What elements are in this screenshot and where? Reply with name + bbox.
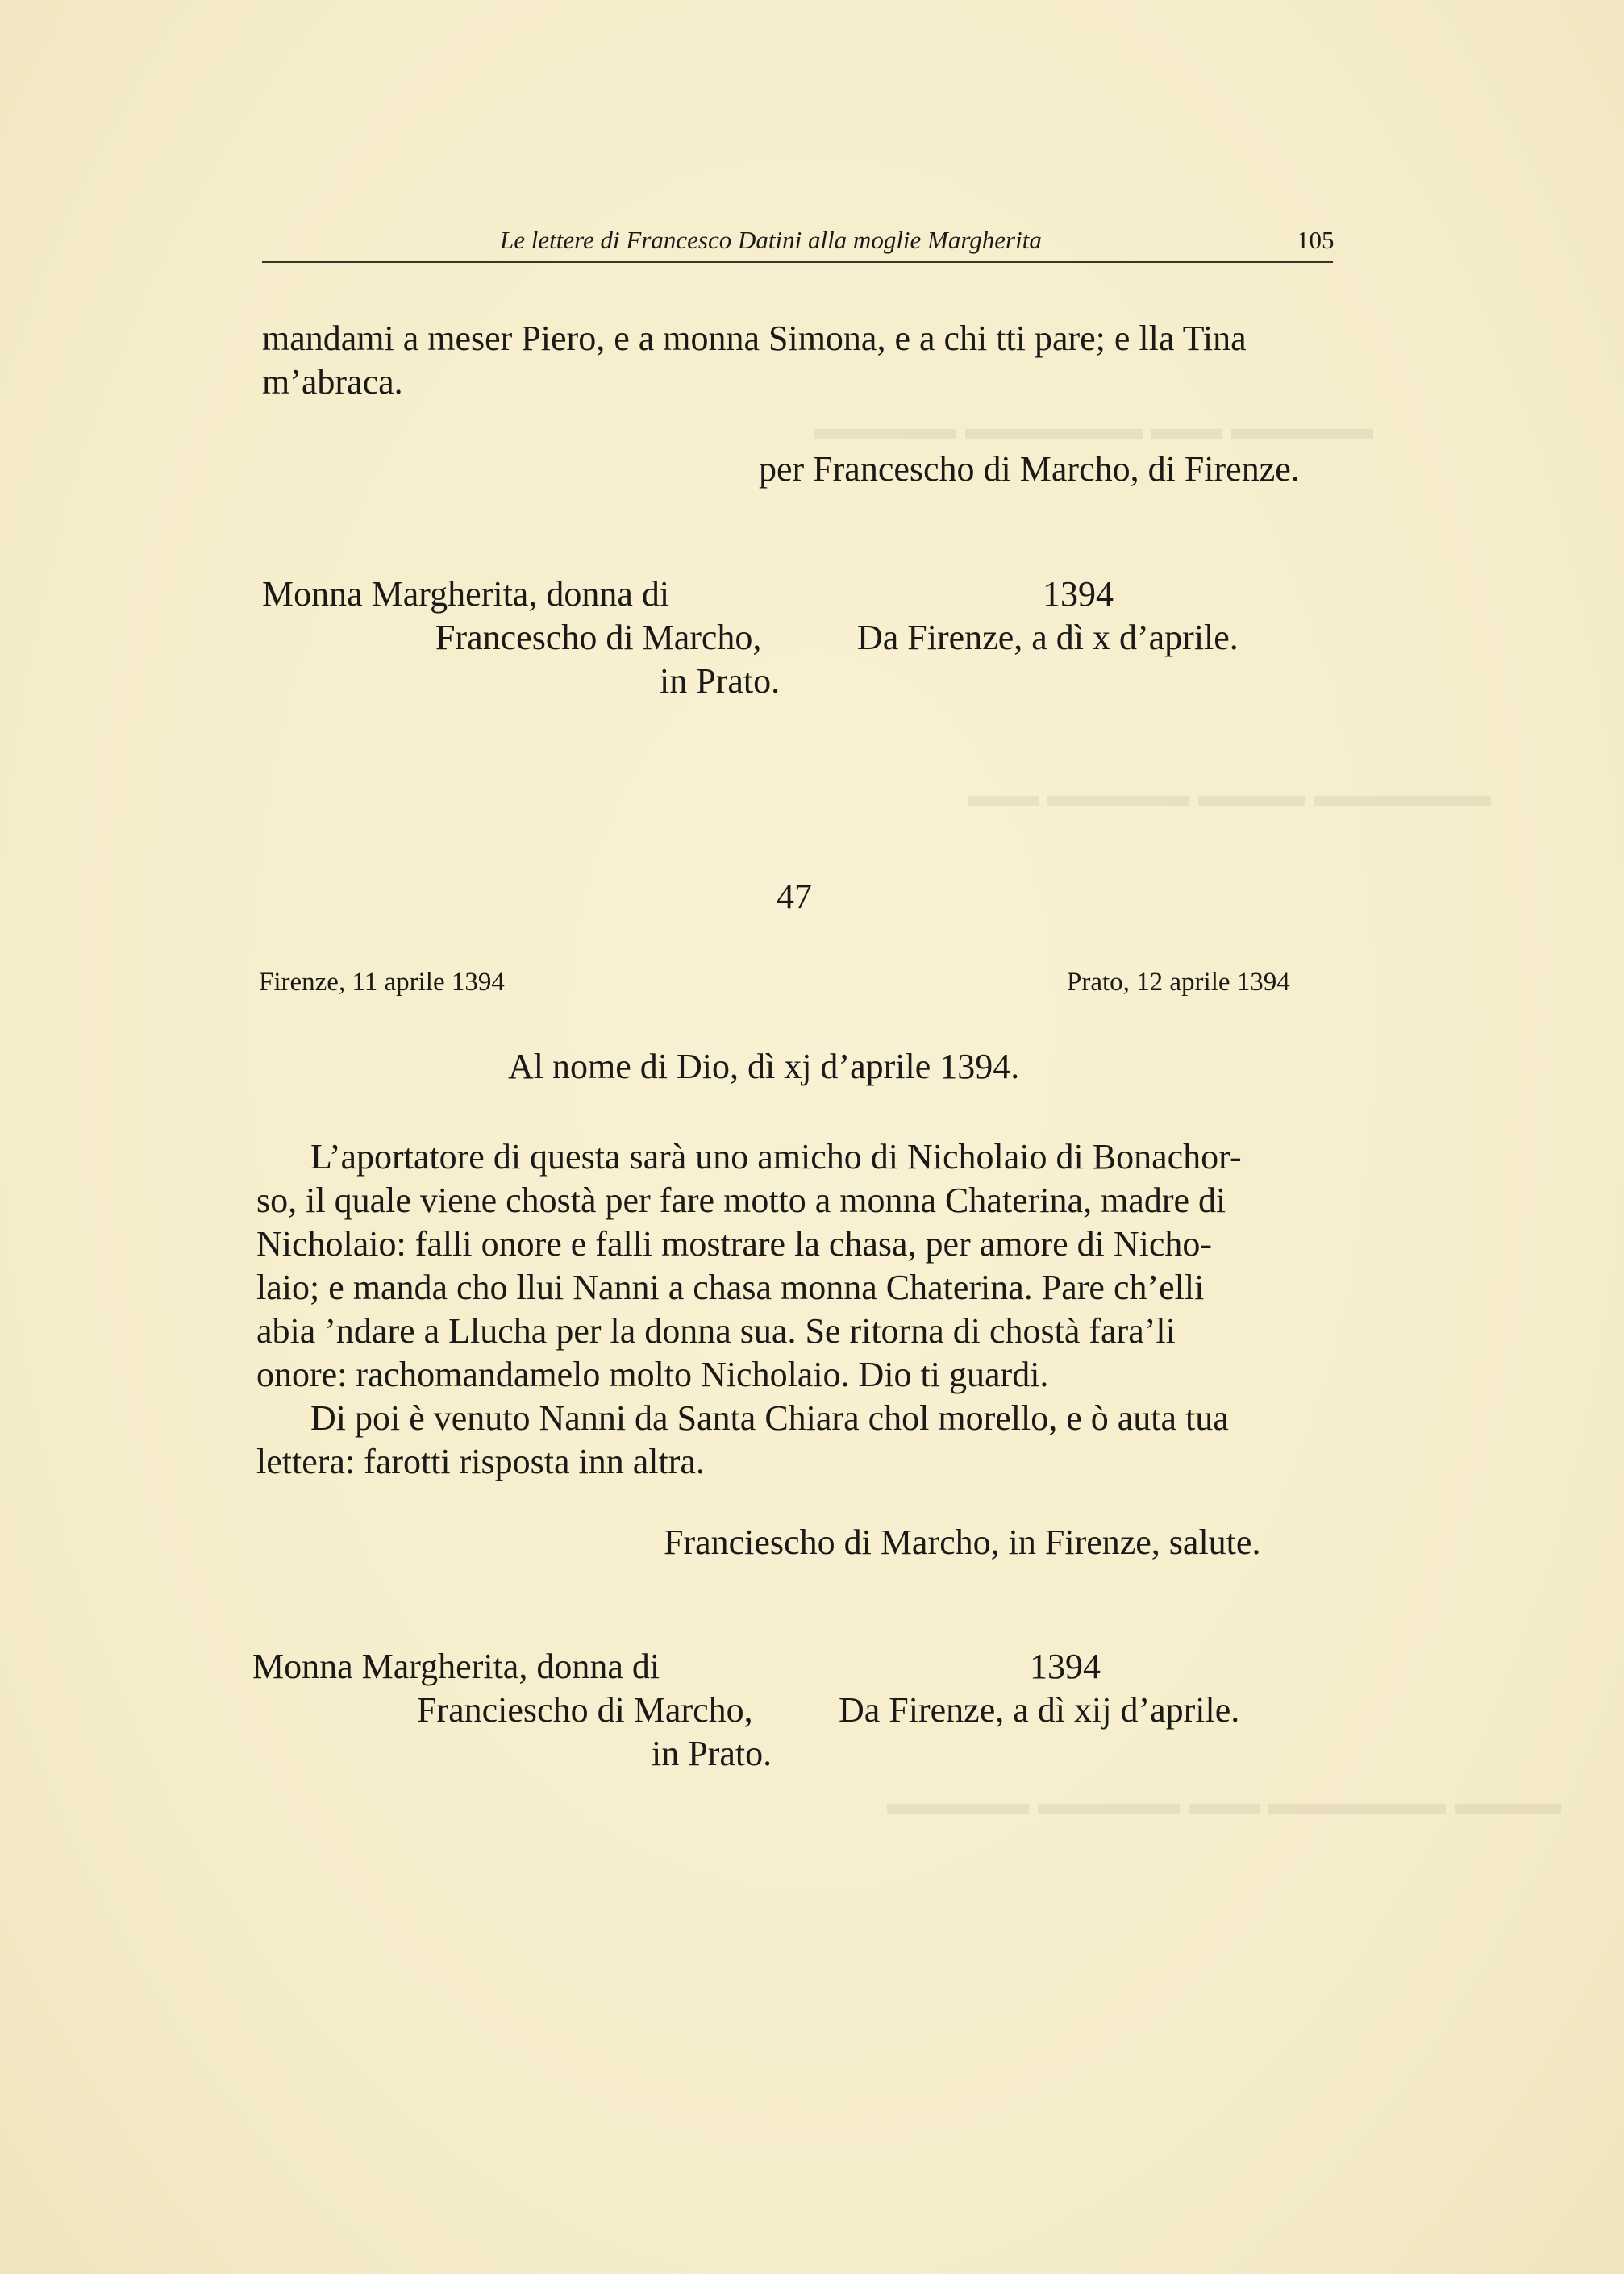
paragraph2-line: lettera: farotti risposta inn altra.	[256, 1442, 705, 1481]
paragraph1-line: abia ’ndare a Llucha per la donna sua. Se ritorna di chostà fara’li	[256, 1311, 1176, 1351]
previous-endorsement-year: 1394	[1043, 574, 1114, 614]
running-title: Le lettere di Francesco Datini alla moglie Margherita	[500, 226, 1042, 254]
address-line2: Franciescho di Marcho,	[417, 1690, 753, 1730]
show-through-decoration: ▬▬▬ ▬▬▬▬▬ ▬▬ ▬▬▬▬ ▬▬▬▬	[887, 1783, 1561, 1822]
address-line1: Monna Margherita, donna di	[252, 1647, 660, 1686]
paragraph1-line: onore: rachomandamelo molto Nicholaio. Dio ti guardi.	[256, 1355, 1049, 1394]
previous-endorsement-place-date: Da Firenze, a dì x d’aprile.	[857, 618, 1239, 657]
previous-address-line2: Franceschо di Marcho,	[435, 618, 762, 657]
endorsement-place-date: Da Firenze, a dì xij d’aprile.	[839, 1690, 1240, 1730]
paragraph1-line: Nicholaio: falli onore e falli mostrare la chasa, per amore di Nicho-	[256, 1224, 1213, 1264]
letter-sent-date: Firenze, 11 aprile 1394	[259, 968, 505, 997]
page-number: 105	[1297, 226, 1335, 254]
paragraph1-line: L’aportatore di questa sarà uno amicho di Nicholaio di Bonachor-	[310, 1137, 1242, 1177]
endorsement-year: 1394	[1030, 1647, 1101, 1686]
paragraph1-line: laio; e manda cho llui Nanni a chasa monna Chaterina. Pare ch’elli	[256, 1268, 1205, 1307]
letter-invocation: Al nome di Dio, dì xj d’aprile 1394.	[508, 1047, 1020, 1086]
show-through-decoration: ▬▬▬▬▬ ▬▬▬ ▬▬▬▬ ▬▬	[968, 775, 1491, 814]
previous-address-line1: Monna Margherita, donna di	[262, 574, 670, 614]
header-rule	[262, 261, 1333, 263]
address-line3: in Prato.	[652, 1734, 772, 1773]
previous-address-line3: in Prato.	[660, 661, 781, 701]
paragraph2-line: Di poi è venuto Nanni da Santa Chiara chol morello, e ò auta tua	[310, 1398, 1229, 1438]
letter-received-date: Prato, 12 aprile 1394	[1067, 968, 1290, 997]
previous-letter-signature: per Franceschо di Marcho, di Firenze.	[759, 449, 1300, 489]
letter-number: 47	[777, 877, 812, 916]
show-through-decoration: ▬▬▬▬ ▬▬ ▬▬▬▬▬ ▬▬▬▬	[814, 408, 1373, 448]
paragraph1-line: so, il quale viene chostà per fare motto a monna Chaterina, madre di	[256, 1181, 1226, 1220]
previous-letter-closing-line: mandami a meser Piero, e a monna Simona, e a chi tti pare; e lla Tina	[262, 319, 1247, 358]
previous-letter-closing-line: m’abraca.	[262, 362, 403, 402]
letter-signature: Franciescho di Marcho, in Firenze, salute.	[664, 1522, 1261, 1562]
